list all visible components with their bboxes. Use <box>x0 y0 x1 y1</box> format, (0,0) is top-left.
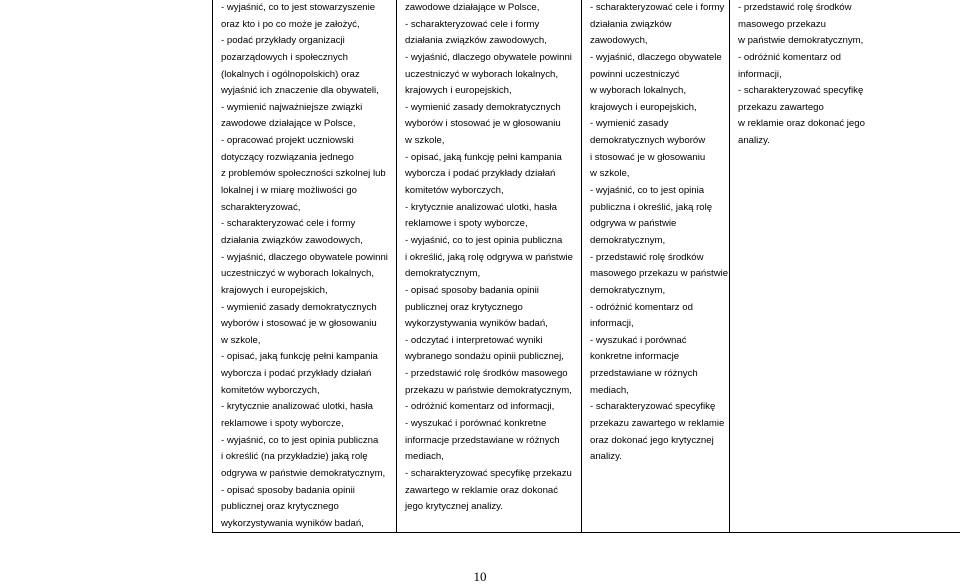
table-text-line: informacji, <box>590 318 634 330</box>
table-text-line: - scharakteryzować specyfikę <box>590 401 716 413</box>
table-text-line: zawodowych, <box>590 35 648 47</box>
table-text-line: przekazu w państwie demokratycznym, <box>405 384 572 396</box>
table-text-line: - wymienić zasady demokratycznych <box>221 301 377 313</box>
table-text-line: i stosować je w głosowaniu <box>590 151 706 163</box>
table-text-line: krajowych i europejskich, <box>221 284 328 296</box>
table-text-line: zawodowe działające w Polsce, <box>405 2 540 13</box>
table-text-line: - krytycznie analizować ulotki, hasła <box>405 201 557 213</box>
table-text-line: działania związków zawodowych, <box>221 234 363 246</box>
table-text-line: w szkole, <box>221 334 261 346</box>
table-text-line: przedstawiane w różnych <box>590 368 698 380</box>
table-text-line: mediach, <box>590 384 629 396</box>
table-text-line: uczestniczyć w wyborach lokalnych, <box>405 68 559 80</box>
table-text-line: analizy. <box>590 451 622 463</box>
table-text-line: demokratycznym, <box>405 268 481 280</box>
table-text-line: - scharakteryzować specyfikę przekazu <box>405 467 572 479</box>
table-text-line: - wyjaśnić, co to jest opinia <box>590 185 705 197</box>
table-text-line: - wymienić zasady <box>590 118 669 130</box>
table-text-line: wyborów i stosować je w głosowaniu <box>221 318 377 330</box>
curriculum-table <box>212 0 960 533</box>
table-text-line: krajowych i europejskich, <box>405 85 512 97</box>
table-text-line: - podać przykłady organizacji <box>221 35 345 47</box>
table-text-line: - wyszukać i porównać <box>590 334 687 346</box>
table-text-line: krajowych i europejskich, <box>590 101 697 113</box>
table-text-line: przekazu zawartego w reklamie <box>590 418 725 430</box>
table-text-line: zawartego w reklamie oraz dokonać <box>405 484 559 496</box>
table-text-line: oraz kto i po co może je założyć, <box>221 18 360 30</box>
table-text-line: wykorzystywania wyników badań, <box>405 318 548 330</box>
column-3-lines <box>590 0 728 466</box>
table-text-line: - odczytać i interpretować wyniki <box>405 334 543 346</box>
column-2-lines <box>405 0 573 516</box>
table-text-line: demokratycznych wyborów <box>590 135 706 147</box>
table-text-line: - wymienić zasady demokratycznych <box>405 101 561 113</box>
table-text-line: - scharakteryzować cele i formy <box>590 2 725 13</box>
table-text-line: w państwie demokratycznym, <box>738 35 864 47</box>
table-text-line: masowego przekazu <box>738 18 826 30</box>
table-text-line: przekazu zawartego <box>738 101 824 113</box>
table-text-line: w szkole, <box>405 135 445 147</box>
table-text-line: (lokalnych i ogólnopolskich) oraz <box>221 68 360 80</box>
table-text-line: oraz dokonać jego krytycznej <box>590 434 714 446</box>
table-text-line: odgrywa w państwie <box>590 218 677 230</box>
column-1 <box>213 0 397 532</box>
table-text-line: scharakteryzować, <box>221 201 301 213</box>
table-text-line: komitetów wyborczych, <box>221 384 320 396</box>
table-text-line: konkretne informacje <box>590 351 680 363</box>
table-text-line: - wyjaśnić, dlaczego obywatele <box>590 51 722 63</box>
table-text-line: mediach, <box>405 451 444 463</box>
column-2 <box>397 0 582 532</box>
table-text-line: - wyszukać i porównać konkretne <box>405 418 547 430</box>
table-text-line: - wymienić najważniejsze związki <box>221 101 363 113</box>
column-3 <box>582 0 730 532</box>
table-text-line: - przedstawić rolę środków <box>590 251 704 263</box>
table-text-line: publicznej oraz krytycznego <box>221 501 339 513</box>
table-text-line: - scharakteryzować specyfikę <box>738 85 864 97</box>
table-text-line: wykorzystywania wyników badań, <box>221 517 364 529</box>
column-4 <box>730 0 960 532</box>
table-text-line: pozarządowych i społecznych <box>221 51 348 63</box>
table-text-line: - odróżnić komentarz od <box>738 51 841 63</box>
table-text-line: w reklamie oraz dokonać jego <box>738 118 865 130</box>
table-text-line: jego krytycznej analizy. <box>405 501 503 513</box>
table-text-line: w wyborach lokalnych, <box>590 85 686 97</box>
table-text-line: wybranego sondażu opinii publicznej, <box>405 351 564 363</box>
table-text-line: - opisać sposoby badania opinii <box>221 484 355 496</box>
table-text-line: z problemów społeczności szkolnej lub <box>221 168 386 180</box>
table-text-line: - wyjaśnić, co to jest opinia publiczna <box>405 234 563 246</box>
table-text-line: reklamowe i spoty wyborcze, <box>405 218 528 230</box>
table-text-line: powinni uczestniczyć <box>590 68 680 80</box>
table-text-line: - opisać, jaką funkcję pełni kampania <box>405 151 562 163</box>
table-text-line: wyborcza i podać przykłady działań <box>221 368 372 380</box>
page-number: 10 <box>473 569 487 584</box>
table-text-line: - wyjaśnić, dlaczego obywatele powinni <box>405 51 572 63</box>
table-text-line: i określić, jaką rolę odgrywa w państwie <box>405 251 573 263</box>
table-text-line: - opisać, jaką funkcję pełni kampania <box>221 351 378 363</box>
table-text-line: wyborcza i podać przykłady działań <box>405 168 556 180</box>
table-text-line: masowego przekazu w państwie <box>590 268 729 280</box>
column-4-lines <box>738 0 865 150</box>
table-text-line: - odróżnić komentarz od informacji, <box>405 401 555 413</box>
table-text-line: - scharakteryzować cele i formy <box>405 18 540 30</box>
table-text-line: - opracować projekt uczniowski <box>221 135 354 147</box>
table-text-line: odgrywa w państwie demokratycznym, <box>221 467 386 479</box>
table-text-line: informacje przedstawiane w różnych <box>405 434 560 446</box>
table-text-line: w szkole, <box>590 168 630 180</box>
table-text-line: zawodowe działające w Polsce, <box>221 118 356 130</box>
table-text-line: publiczna i określić, jaką rolę <box>590 201 713 213</box>
table-text-line: uczestniczyć w wyborach lokalnych, <box>221 268 375 280</box>
table-text-line: działania związków <box>590 18 672 30</box>
table-text-line: i określić (na przykładzie) jaką rolę <box>221 451 368 463</box>
table-text-line: wyborów i stosować je w głosowaniu <box>405 118 561 130</box>
table-text-line: - wyjaśnić, co to jest opinia publiczna <box>221 434 379 446</box>
table-text-line: działania związków zawodowych, <box>405 35 547 47</box>
table-text-line: - scharakteryzować cele i formy <box>221 218 356 230</box>
table-text-line: - wyjaśnić, dlaczego obywatele powinni <box>221 251 388 263</box>
column-1-lines <box>221 0 388 533</box>
table-text-line: informacji, <box>738 68 782 80</box>
table-text-line: komitetów wyborczych, <box>405 185 504 197</box>
table-text-line: - przedstawić rolę środków <box>738 2 852 13</box>
table-text-line: reklamowe i spoty wyborcze, <box>221 418 344 430</box>
table-text-line: publicznej oraz krytycznego <box>405 301 523 313</box>
table-text-line: - przedstawić rolę środków masowego <box>405 368 568 380</box>
table-text-line: - wyjaśnić, co to jest stowarzyszenie <box>221 2 376 13</box>
table-text-line: wyjaśnić ich znaczenie dla obywateli, <box>221 85 379 97</box>
table-text-line: - opisać sposoby badania opinii <box>405 284 539 296</box>
table-text-line: demokratycznym, <box>590 234 666 246</box>
table-text-line: - odróżnić komentarz od <box>590 301 693 313</box>
table-text-line: demokratycznym, <box>590 284 666 296</box>
table-text-line: dotyczący rozwiązania jednego <box>221 151 354 163</box>
table-text-line: - krytycznie analizować ulotki, hasła <box>221 401 373 413</box>
table-text-line: analizy. <box>738 135 770 147</box>
table-text-line: lokalnej i w miarę możliwości go <box>221 185 357 197</box>
